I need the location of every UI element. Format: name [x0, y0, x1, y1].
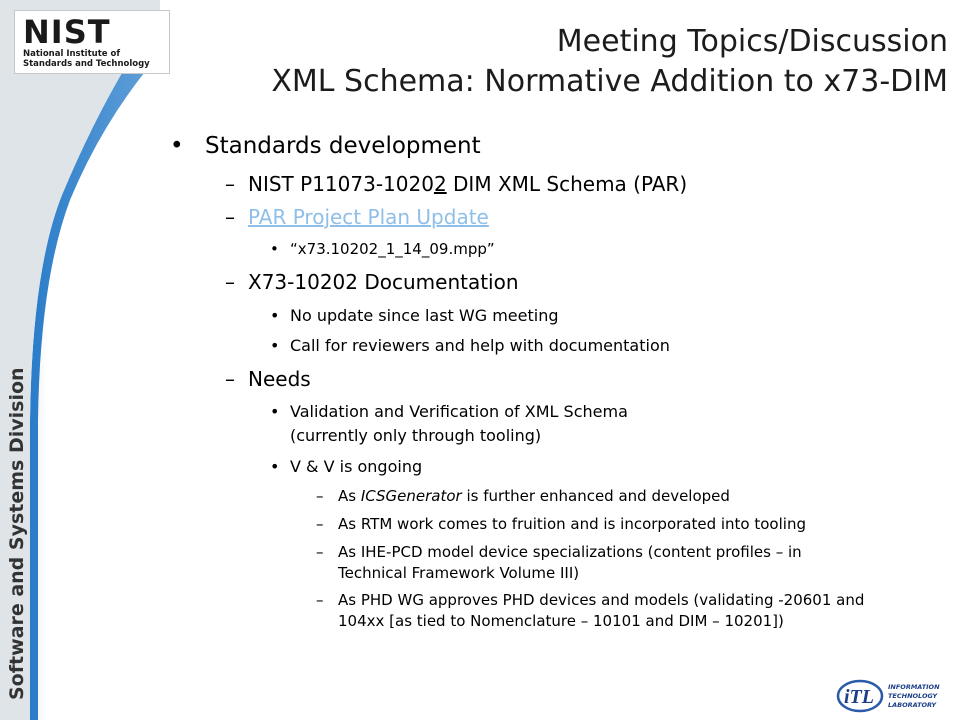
icsgen-text-c: is further enhanced and developed	[461, 487, 730, 505]
icsgen-text-a: As	[338, 487, 361, 505]
nist-logo-subtitle-line1: National Institute of	[23, 49, 121, 59]
bullet-glyph: •	[270, 336, 280, 355]
dash-glyph: –	[225, 367, 235, 391]
dash-glyph: –	[225, 172, 235, 196]
dash-glyph: –	[316, 543, 324, 561]
itl-logo-line1: INFORMATION	[888, 683, 940, 691]
bullet-ihe-pcd-line2: Technical Framework Volume III)	[338, 564, 580, 582]
bullet-no-update: No update since last WG meeting	[290, 306, 559, 325]
itl-logo-line2: TECHNOLOGY	[888, 692, 938, 700]
itl-logo	[836, 678, 956, 714]
bullet-validation-line2: (currently only through tooling)	[290, 426, 542, 445]
bullet-mpp-file: “x73.10202_1_14_09.mpp”	[290, 240, 495, 258]
dash-glyph: –	[225, 205, 235, 229]
bullet-needs: Needs	[248, 367, 311, 391]
bullet-validation-line1: Validation and Verification of XML Schema	[290, 402, 628, 421]
dash-glyph: –	[316, 487, 324, 505]
nist-logo-subtitle-line2: Standards and Technology	[23, 59, 150, 69]
par-text-b: 2	[433, 172, 447, 196]
bullet-glyph: •	[270, 457, 280, 476]
itl-logo-line3: LABORATORY	[888, 701, 937, 709]
bullet-glyph: •	[270, 240, 279, 258]
division-label: Software and Systems Division	[6, 367, 28, 700]
nist-logo-mark: NIST	[23, 13, 111, 51]
slide-title	[271, 22, 948, 102]
itl-logo-mark: iTL	[844, 686, 874, 708]
par-text-a: NIST P11073-1020	[248, 172, 434, 196]
bullet-vv-ongoing: V & V is ongoing	[290, 457, 423, 476]
bullet-rtm-work: As RTM work comes to fruition and is incorporated into tooling	[338, 515, 806, 533]
bullet-icsgenerator	[338, 487, 730, 505]
bullet-documentation: X73-10202 Documentation	[248, 270, 519, 294]
nist-logo	[14, 10, 170, 74]
itl-logo-graphic	[836, 678, 956, 714]
bullet-phd-wg-line2: 104xx [as tied to Nomenclature – 10101 and DIM – 10201])	[338, 612, 784, 630]
bullet-glyph: •	[170, 133, 184, 159]
bullet-standards-development: Standards development	[205, 133, 481, 159]
nist-logo-subtitle	[23, 49, 150, 69]
slide-title-line2: XML Schema: Normative Addition to x73-DIM	[271, 64, 948, 99]
par-project-plan-link[interactable]: PAR Project Plan Update	[248, 205, 489, 229]
dash-glyph: –	[225, 270, 235, 294]
dash-glyph: –	[316, 591, 324, 609]
bullet-glyph: •	[270, 306, 280, 325]
bullet-call-for-reviewers: Call for reviewers and help with documentation	[290, 336, 670, 355]
icsgen-text-b: ICSGenerator	[360, 487, 462, 505]
bullet-phd-wg-line1: As PHD WG approves PHD devices and models (validating -20601 and	[338, 591, 865, 609]
dash-glyph: –	[316, 515, 324, 533]
bullet-glyph: •	[270, 402, 280, 421]
slide-title-line1: Meeting Topics/Discussion	[556, 24, 948, 59]
bullet-ihe-pcd-line1: As IHE-PCD model device specializations (content profiles – in	[338, 543, 802, 561]
par-text-c: DIM XML Schema (PAR)	[446, 172, 688, 196]
bullet-nist-par	[248, 172, 687, 196]
